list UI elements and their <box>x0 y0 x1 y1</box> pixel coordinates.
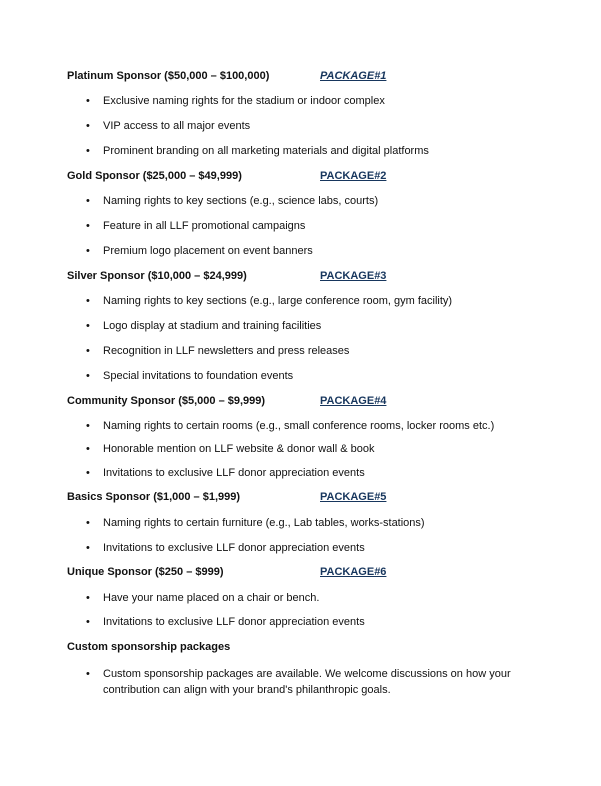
bullet-icon: • <box>86 195 90 207</box>
tier-heading-community: Community Sponsor ($5,000 – $9,999) <box>67 395 266 407</box>
bullet-icon: • <box>86 517 90 529</box>
benefit-text: Naming rights to certain rooms (e.g., small conference rooms, locker rooms etc.) <box>103 420 495 432</box>
benefit-text: Prominent branding on all marketing materials and digital platforms <box>103 145 429 157</box>
bullet-icon: • <box>86 592 90 604</box>
bullet-icon: • <box>86 145 90 157</box>
benefit-text: Invitations to exclusive LLF donor appreciation events <box>103 542 365 554</box>
tier-heading-gold: Gold Sponsor ($25,000 – $49,999) <box>67 170 242 182</box>
benefit-text: VIP access to all major events <box>103 120 251 132</box>
benefit-text: Custom sponsorship packages are available. We welcome discussions on how your contribution can align with your brand's philanthropic goals. <box>103 668 511 696</box>
bullet-icon: • <box>86 370 90 382</box>
benefit-text: Naming rights to certain furniture (e.g., Lab tables, works-stations) <box>103 517 425 529</box>
benefit-text: Naming rights to key sections (e.g., large conference room, gym facility) <box>103 295 453 307</box>
tier-heading-silver: Silver Sponsor ($10,000 – $24,999) <box>67 270 247 282</box>
benefit-text: Exclusive naming rights for the stadium or indoor complex <box>103 95 385 107</box>
bullet-icon: • <box>86 245 90 257</box>
package-link-1[interactable]: PACKAGE#1 <box>320 70 387 82</box>
bullet-icon: • <box>86 320 90 332</box>
tier-heading-unique: Unique Sponsor ($250 – $999) <box>67 566 224 578</box>
bullet-icon: • <box>86 467 90 479</box>
package-link-3[interactable]: PACKAGE#3 <box>320 270 387 282</box>
benefit-text: Invitations to exclusive LLF donor appreciation events <box>103 467 365 479</box>
package-link-4[interactable]: PACKAGE#4 <box>320 395 387 407</box>
benefit-text: Special invitations to foundation events <box>103 370 294 382</box>
bullet-icon: • <box>86 420 90 432</box>
custom-heading: Custom sponsorship packages <box>67 641 231 653</box>
bullet-icon: • <box>86 220 90 232</box>
benefit-text: Premium logo placement on event banners <box>103 245 313 257</box>
benefit-text: Honorable mention on LLF website & donor wall & book <box>103 443 375 455</box>
bullet-icon: • <box>86 443 90 455</box>
package-link-5[interactable]: PACKAGE#5 <box>320 491 387 503</box>
bullet-icon: • <box>86 668 90 680</box>
tier-heading-basics: Basics Sponsor ($1,000 – $1,999) <box>67 491 241 503</box>
bullet-icon: • <box>86 295 90 307</box>
benefit-text: Logo display at stadium and training facilities <box>103 320 322 332</box>
tier-heading-platinum: Platinum Sponsor ($50,000 – $100,000) <box>67 70 270 82</box>
package-link-2[interactable]: PACKAGE#2 <box>320 170 387 182</box>
bullet-icon: • <box>86 345 90 357</box>
bullet-icon: • <box>86 120 90 132</box>
benefit-text: Feature in all LLF promotional campaigns <box>103 220 306 232</box>
benefit-text: Invitations to exclusive LLF donor appreciation events <box>103 616 365 628</box>
benefit-text: Recognition in LLF newsletters and press releases <box>103 345 350 357</box>
bullet-icon: • <box>86 542 90 554</box>
package-link-6[interactable]: PACKAGE#6 <box>320 566 387 578</box>
benefit-text: Have your name placed on a chair or bench. <box>103 592 320 604</box>
bullet-icon: • <box>86 616 90 628</box>
benefit-text: Naming rights to key sections (e.g., science labs, courts) <box>103 195 379 207</box>
bullet-icon: • <box>86 95 90 107</box>
